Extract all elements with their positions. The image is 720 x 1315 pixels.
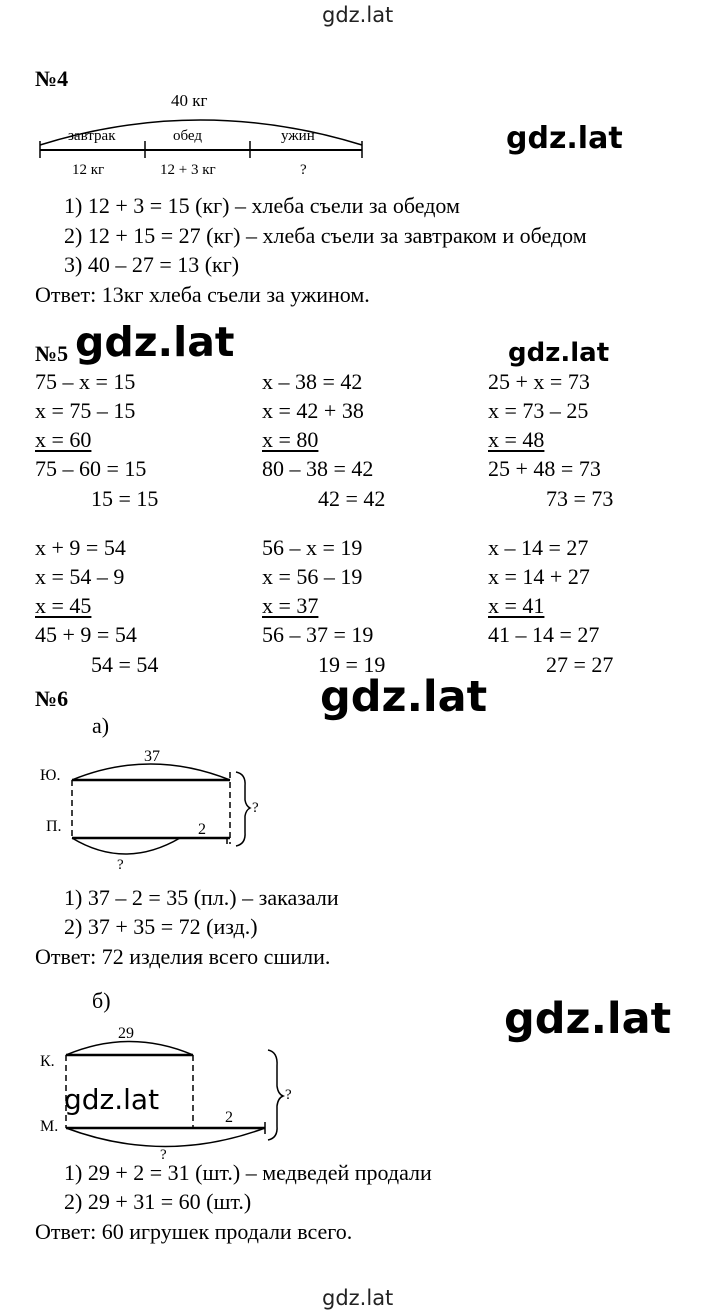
eq6-line-1: x – 14 = 27 (488, 535, 589, 560)
part-b-label: б) (92, 988, 111, 1013)
watermark: gdz.lat (504, 994, 672, 1044)
eq5-solution: x = 37 (262, 593, 319, 618)
part-b-row1-label: К. (40, 1053, 55, 1070)
eq1-check-result: 15 = 15 (91, 486, 159, 511)
footer-watermark: gdz.lat (322, 1286, 394, 1310)
eq3-check-result: 73 = 73 (546, 486, 614, 511)
segment-value-dinner: ? (300, 162, 307, 178)
eq1-solution: x = 60 (35, 427, 92, 452)
part-a-top-value: 37 (144, 748, 160, 765)
part-b-side-question: ? (285, 1087, 292, 1103)
task4-title: №4 (35, 66, 69, 91)
part-b-bottom-question: ? (160, 1147, 167, 1163)
diagram-total: 40 кг (171, 91, 208, 110)
part-a-row1-label: Ю. (40, 767, 61, 784)
eq4-solution: x = 45 (35, 593, 92, 618)
eq1-check: 75 – 60 = 15 (35, 456, 147, 481)
eq4-line-2: x = 54 – 9 (35, 564, 125, 589)
eq4-check-result: 54 = 54 (91, 652, 159, 677)
segment-label-lunch: обед (173, 128, 203, 144)
task6-title: №6 (35, 686, 69, 711)
part-a-diff-value: 2 (198, 821, 206, 838)
watermark: gdz.lat (508, 338, 610, 368)
eq1-line-1: 75 – x = 15 (35, 369, 136, 394)
part-b-step-2: 2) 29 + 31 = 60 (шт.) (64, 1189, 252, 1214)
eq4-line-1: x + 9 = 54 (35, 535, 126, 560)
eq3-line-2: x = 73 – 25 (488, 398, 589, 423)
watermark: gdz.lat (506, 121, 623, 156)
watermark: gdz.lat (320, 672, 488, 722)
eq5-line-2: x = 56 – 19 (262, 564, 363, 589)
top-brace (66, 1042, 193, 1056)
eq2-check: 80 – 38 = 42 (262, 456, 374, 481)
part-a-side-question: ? (252, 800, 259, 816)
eq5-check-result: 19 = 19 (318, 652, 386, 677)
eq2-line-1: x – 38 = 42 (262, 369, 363, 394)
side-brace (268, 1050, 283, 1140)
segment-label-breakfast: завтрак (68, 128, 116, 144)
eq2-check-result: 42 = 42 (318, 486, 386, 511)
part-a-step-1: 1) 37 – 2 = 35 (пл.) – заказали (64, 885, 339, 910)
header-watermark: gdz.lat (322, 3, 394, 27)
segment-value-breakfast: 12 кг (72, 162, 105, 178)
segment-value-lunch: 12 + 3 кг (160, 162, 216, 178)
eq5-check: 56 – 37 = 19 (262, 622, 374, 647)
task4-step-1: 1) 12 + 3 = 15 (кг) – хлеба съели за обедом (64, 193, 460, 218)
bottom-brace (66, 1128, 265, 1147)
part-b-row2-label: М. (40, 1118, 59, 1135)
eq2-line-2: x = 42 + 38 (262, 398, 364, 423)
part-a-step-2: 2) 37 + 35 = 72 (изд.) (64, 914, 258, 939)
part-b-answer: Ответ: 60 игрушек продали всего. (35, 1219, 353, 1244)
watermark: gdz.lat (75, 318, 235, 366)
eq4-check: 45 + 9 = 54 (35, 622, 137, 647)
task4-answer: Ответ: 13кг хлеба съели за ужином. (35, 282, 370, 307)
watermark: gdz.lat (64, 1083, 160, 1116)
eq1-line-2: x = 75 – 15 (35, 398, 136, 423)
part-a-bottom-question: ? (117, 857, 124, 873)
eq6-check: 41 – 14 = 27 (488, 622, 600, 647)
part-b-top-value: 29 (118, 1025, 134, 1042)
eq6-line-2: x = 14 + 27 (488, 564, 590, 589)
part-a-label: а) (92, 713, 110, 738)
eq3-solution: x = 48 (488, 427, 545, 452)
part-b-diff-value: 2 (225, 1109, 233, 1126)
task4-step-2: 2) 12 + 15 = 27 (кг) – хлеба съели за завтраком и обедом (64, 223, 587, 248)
eq3-line-1: 25 + x = 73 (488, 369, 590, 394)
eq6-solution: x = 41 (488, 593, 545, 618)
part-b-step-1: 1) 29 + 2 = 31 (шт.) – медведей продали (64, 1160, 432, 1185)
eq3-check: 25 + 48 = 73 (488, 456, 601, 481)
eq2-solution: x = 80 (262, 427, 319, 452)
eq6-check-result: 27 = 27 (546, 652, 614, 677)
segment-label-dinner: ужин (281, 128, 315, 144)
part-a-answer: Ответ: 72 изделия всего сшили. (35, 944, 331, 969)
task5-title: №5 (35, 341, 69, 366)
task4-step-3: 3) 40 – 27 = 13 (кг) (64, 252, 240, 277)
eq5-line-1: 56 – x = 19 (262, 535, 363, 560)
part-a-row2-label: П. (46, 818, 62, 835)
